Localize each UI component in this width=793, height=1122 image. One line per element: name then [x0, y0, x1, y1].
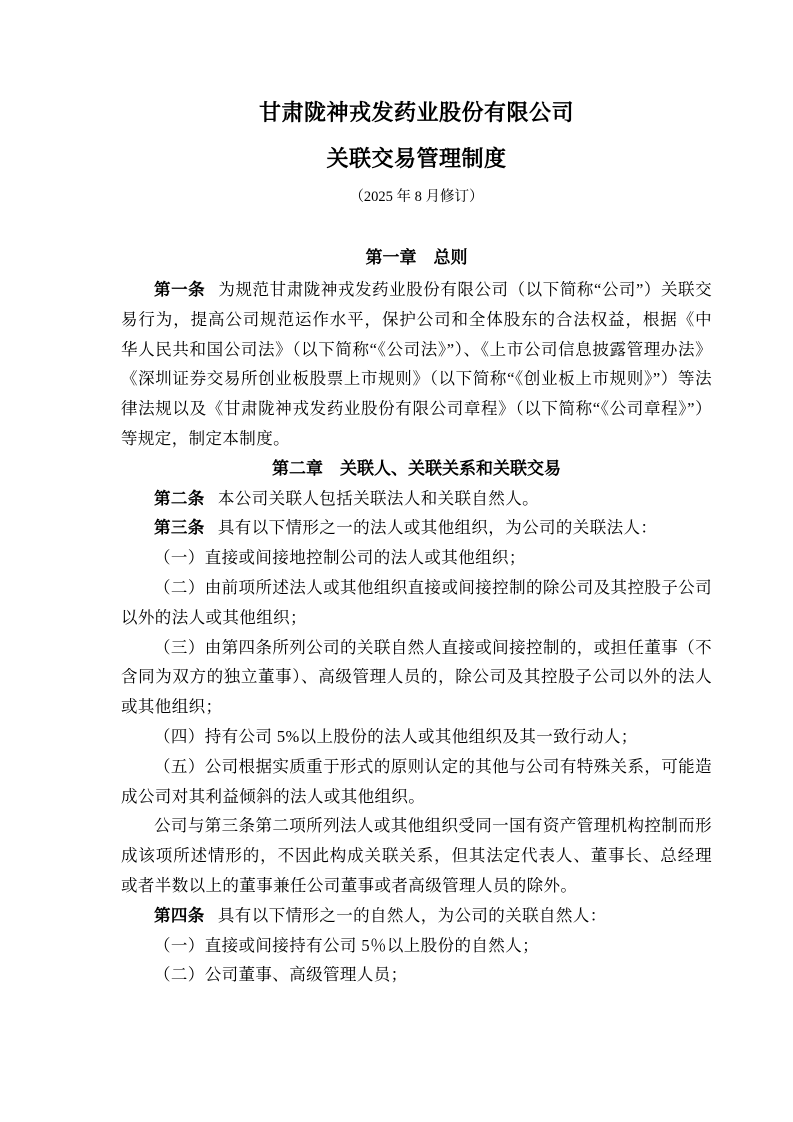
paragraph-article-4	[121, 901, 712, 931]
article-2-label: 第二条	[154, 488, 205, 508]
article-2-text: 本公司关联人包括关联法人和关联自然人。	[217, 488, 539, 508]
document-subtitle: 关联交易管理制度	[326, 146, 507, 171]
chapter-2-heading: 第二章 关联人、关联关系和关联交易	[272, 458, 561, 478]
item-text: （一）直接或间接持有公司 5％以上股份的自然人；	[154, 935, 539, 955]
item-text: （五）公司根据实质重于形式的原则认定的其他与公司有特殊关系，可能造成公司对其利益倾斜的法人或其他组织。	[121, 756, 712, 806]
article-1-text: 为规范甘肃陇神戎发药业股份有限公司（以下简称“公司”）关联交易行为，提高公司规范运作水平，保护公司和全体股东的合法权益，根据《中华人民共和国公司法》（以下简称“《公司法》”）、《上市公司信息披露管理办法》《深圳证券交易所创业板股票上市规则》（以下简称“《创业板上市规则》”）等法律法规以及《甘肃陇神戎发药业股份有限公司章程》（以下简称“《公司章程》”）等规定，制定本制度。	[121, 280, 712, 448]
paragraph-article-1	[121, 275, 712, 454]
item-text: （一）直接或间接地控制公司的法人或其他组织；	[154, 548, 526, 568]
paragraph-article-3-item-5	[121, 752, 712, 812]
article-3-text: 具有以下情形之一的法人或其他组织，为公司的关联法人：	[217, 518, 658, 538]
paragraph-article-4-item-2	[121, 960, 712, 990]
document-body	[121, 275, 712, 990]
paragraph-article-3-item-4	[121, 722, 712, 752]
article-4-text: 具有以下情形之一的自然人，为公司的关联自然人：	[217, 905, 607, 925]
paragraph-article-2	[121, 484, 712, 514]
paragraph-article-3-item-1	[121, 543, 712, 573]
revision-note: （2025 年 8 月修订）	[349, 189, 484, 205]
document-title: 甘肃陇神戎发药业股份有限公司	[258, 100, 574, 125]
paragraph-article-3-item-2	[121, 573, 712, 633]
item-text: （三）由第四条所列公司的关联自然人直接或间接控制的，或担任董事（不含同为双方的独立董事）、高级管理人员的，除公司及其控股子公司以外的法人或其他组织；	[121, 637, 712, 717]
paragraph-article-4-item-1	[121, 931, 712, 961]
article-4-label: 第四条	[154, 905, 205, 925]
article-3-label: 第三条	[154, 518, 205, 538]
item-text: （四）持有公司 5%以上股份的法人或其他组织及其一致行动人；	[154, 726, 638, 746]
paragraph-article-3	[121, 513, 712, 543]
paragraph-article-3-item-3	[121, 633, 712, 722]
chapter-1-heading: 第一章 总则	[365, 248, 468, 267]
item-text: （二）由前项所述法人或其他组织直接或间接控制的除公司及其控股子公司以外的法人或其他组织；	[121, 577, 712, 627]
paragraph-article-3-exception	[121, 811, 712, 900]
item-text: 公司与第三条第二项所列法人或其他组织受同一国有资产管理机构控制而形成该项所述情形的，不因此构成关联关系，但其法定代表人、董事长、总经理或者半数以上的董事兼任公司董事或者高级管理人员的除外。	[121, 816, 712, 895]
item-text: （二）公司董事、高级管理人员；	[154, 965, 408, 985]
article-1-label: 第一条	[154, 280, 206, 299]
document-content	[121, 0, 712, 990]
